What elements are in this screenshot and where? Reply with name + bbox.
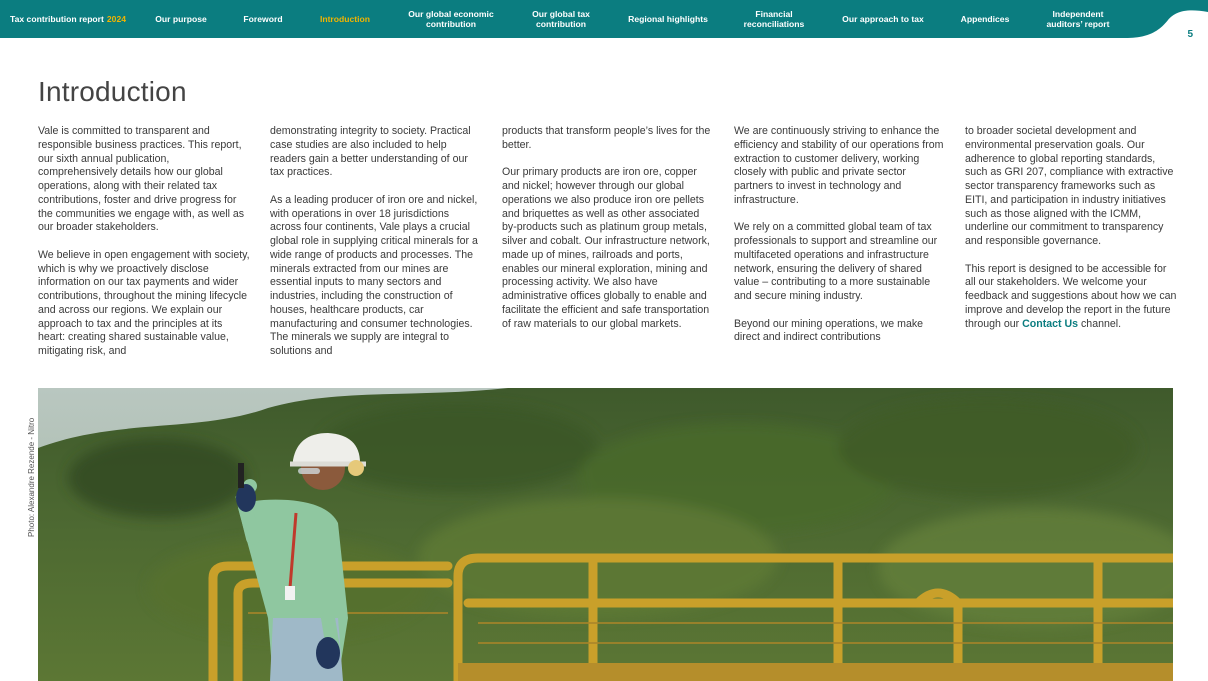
paragraph-text: This report is designed to be accessible for all our stakeholders. We welcome your feedback and suggestions about how we can improve and develop the report in the future through our bbox=[965, 262, 1177, 330]
report-brand[interactable] bbox=[10, 0, 134, 38]
nav-tab-appendices[interactable]: Appendices bbox=[960, 14, 1010, 24]
text-column-3 bbox=[502, 125, 714, 331]
text-column-5 bbox=[965, 125, 1179, 331]
paragraph-with-link bbox=[965, 263, 1179, 332]
nav-tab-introduction[interactable]: Introduction bbox=[319, 14, 371, 24]
nav-tab-regional-highlights[interactable]: Regional highlights bbox=[628, 14, 708, 24]
nav-tab-independent-auditors-report[interactable]: Independent auditors’ report bbox=[1046, 9, 1110, 29]
report-year: 2024 bbox=[106, 14, 127, 24]
paragraph: products that transform people’s lives for the better. bbox=[502, 125, 711, 151]
paragraph: to broader societal development and environmental preservation goals. Our adherence to global reporting standards, such as GRI 207, compliance with extractive sector transparency frameworks such as EITI, and participation in industry initiatives such as those aligned with the ICMM, underline our commitment to transparency and responsible governance. bbox=[965, 125, 1174, 247]
paragraph: We believe in open engagement with society, which is why we proactively disclose information on our tax payments and wider contributions, throughout the mining lifecycle and across our regions. We explain our approach to tax and the principles at its heart: creating shared sustainable value, mitigating risk, and bbox=[38, 248, 250, 357]
text-column-1 bbox=[38, 125, 250, 359]
nav-tab-global-economic-contribution[interactable]: Our global economic contribution bbox=[408, 9, 494, 29]
paragraph: Beyond our mining operations, we make direct and indirect contributions bbox=[734, 317, 924, 344]
page-number: 5 bbox=[1187, 29, 1193, 40]
photo-credit: Photo: Alexandre Rezende - Nitro bbox=[27, 417, 36, 537]
text-column-2 bbox=[270, 125, 482, 359]
page-title: Introduction bbox=[38, 76, 187, 107]
nav-tab-global-tax-contribution[interactable]: Our global tax contribution bbox=[532, 9, 590, 29]
hero-photo bbox=[38, 388, 1173, 681]
nav-tab-approach-to-tax[interactable]: Our approach to tax bbox=[842, 14, 924, 24]
top-navigation bbox=[0, 0, 1208, 38]
report-brand-title: Tax contribution report bbox=[10, 14, 104, 24]
paragraph-suffix: channel. bbox=[1078, 317, 1122, 330]
paragraph: As a leading producer of iron ore and nickel, with operations in over 18 jurisdictions across four continents, Vale plays a crucial global role in supplying critical minerals for a wide range of products and processes. The minerals extracted from our mines are essential inputs to many sectors and industries, including the construction of houses, healthcare products, car manufacturing and consumer technologies. The minerals we supply are integral to solutions and bbox=[270, 193, 478, 357]
mining-worker-illustration bbox=[38, 388, 1173, 681]
paragraph: Vale is committed to transparent and responsible business practices. This report, our sixth annual publication, comprehensively details how our global operations, along with their related tax contributions, foster and drive progress for the communities we engage with, as well as our broader stakeholders. bbox=[38, 125, 245, 234]
nav-tab-financial-reconciliations[interactable]: Financial reconciliations bbox=[743, 9, 805, 29]
paragraph: demonstrating integrity to society. Practical case studies are also included to help readers gain a better understanding of our tax practices. bbox=[270, 125, 471, 179]
text-column-4 bbox=[734, 125, 946, 345]
nav-tab-foreword[interactable]: Foreword bbox=[243, 14, 283, 24]
paragraph: Our primary products are iron ore, copper and nickel; however through our global operations we also produce iron ore pellets and briquettes as well as other associated by-products such as platinum group metals, silver and cobalt. Our infrastructure network, made up of mines, railroads and ports, enables our mineral exploration, mining and processing activity. We also have administrative offices globally to enable and facilitate the efficient and safe transportation of raw materials to our global markets. bbox=[502, 166, 710, 330]
nav-tab-our-purpose[interactable]: Our purpose bbox=[155, 14, 207, 24]
paragraph: We are continuously striving to enhance the efficiency and stability of our operations from extraction to customer delivery, working closely with public and private sector partners to invest in technology and infrastructure. bbox=[734, 125, 944, 206]
contact-us-link[interactable]: Contact Us bbox=[1022, 317, 1079, 330]
paragraph: We rely on a committed global team of tax professionals to support and streamline our multifaceted operations and infrastructure network, ensuring the delivery of shared value – contributing to a more sustainable and secure mining industry. bbox=[734, 221, 938, 302]
